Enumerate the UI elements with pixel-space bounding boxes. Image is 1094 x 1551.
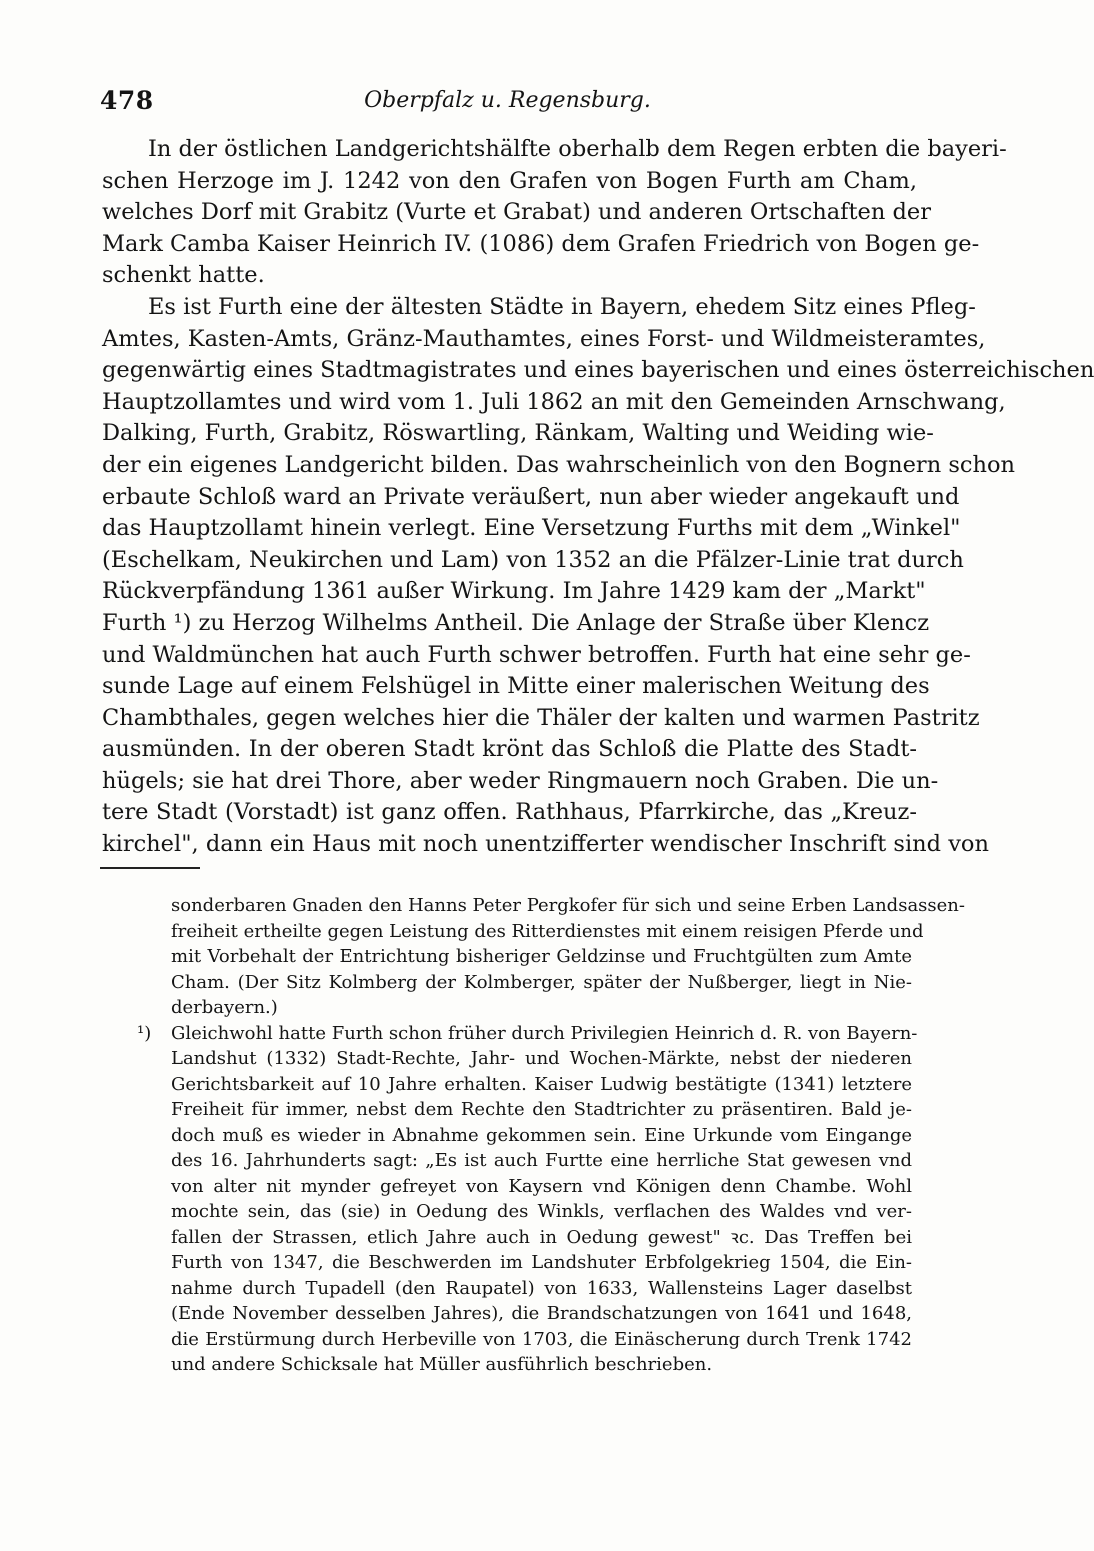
body-line: kirchel", dann ein Haus mit noch unentzifferter wendischer Inschrift sind von <box>102 831 989 858</box>
footnote-line: des 16. Jahrhunderts sagt: „Es ist auch Furtte eine herrliche Stat gewesen vnd <box>171 1150 912 1171</box>
footnote-divider <box>100 867 200 869</box>
footnote-line: mochte sein, das (sie) in Oedung des Winkls, verflachen des Waldes vnd ver- <box>171 1201 912 1222</box>
page-number: 478 <box>100 86 154 115</box>
body-line: und Waldmünchen hat auch Furth schwer betroffen. Furth hat eine sehr ge- <box>102 641 971 668</box>
footnote-continuation <box>137 893 965 1021</box>
footnote-line: fallen der Strassen, etlich Jahre auch in Oedung gewest" ꝛc. Das Treffen bei <box>171 1226 912 1248</box>
footnote-line: die Erstürmung durch Herbeville von 1703, die Einäscherung durch Trenk 1742 <box>171 1328 912 1350</box>
footnote-line: (Ende November desselben Jahres), die Brandschatzungen von 1641 und 1648, <box>171 1303 912 1324</box>
body-line: sunde Lage auf einem Felshügel in Mitte einer malerischen Weitung des <box>102 673 930 700</box>
running-head: Oberpfalz u. Regensburg. <box>364 88 651 113</box>
footnote-first-line <box>137 1021 918 1047</box>
body-line: welches Dorf mit Grabitz (Vurte et Grabat) und anderen Ortschaften der <box>102 199 931 226</box>
footnote-line: Cham. (Der Sitz Kolmberg der Kolmberger, später der Nußberger, liegt in Nie- <box>171 971 912 993</box>
body-line: Amtes, Kasten-Amts, Gränz-Mauthamtes, eines Forst- und Wildmeisteramtes, <box>102 325 986 352</box>
body-line: Furth ¹) zu Herzog Wilhelms Antheil. Die Anlage der Straße über Klencz <box>102 609 930 636</box>
footnotes <box>137 893 965 1378</box>
footnote-line: Freiheit für immer, nebst dem Rechte den Stadtrichter zu präsentiren. Bald je- <box>171 1099 912 1120</box>
footnote-line: doch muß es wieder in Abnahme gekommen sein. Eine Urkunde vom Eingange <box>171 1124 912 1146</box>
body-line: schen Herzoge im J. 1242 von den Grafen von Bogen Furth am Cham, <box>102 167 917 194</box>
footnote-line: Furth von 1347, die Beschwerden im Landshuter Erbfolgekrieg 1504, die Ein- <box>171 1252 912 1273</box>
footnote-line-text: Gleichwohl hatte Furth schon früher durch Privilegien Heinrich d. R. von Bayern- <box>171 1022 918 1044</box>
body-line: Dalking, Furth, Grabitz, Röswartling, Ränkam, Walting und Weiding wie- <box>102 420 934 447</box>
body-line: der ein eigenes Landgericht bilden. Das wahrscheinlich von den Bognern schon <box>102 451 1016 478</box>
body-line: In der östlichen Landgerichtshälfte oberhalb dem Regen erbten die bayeri- <box>148 136 1007 162</box>
body-line: (Eschelkam, Neukirchen und Lam) von 1352 an die Pfälzer-Linie trat durch <box>102 546 964 573</box>
footnote-line: freiheit ertheilte gegen Leistung des Ritterdienstes mit einem reisigen Pferde und <box>171 920 924 942</box>
body-line: gegenwärtig eines Stadtmagistrates und eines bayerischen und eines österreichischen <box>102 357 1094 384</box>
footnote-line: derbayern.) <box>171 997 278 1018</box>
body-line: Rückverpfändung 1361 außer Wirkung. Im Jahre 1429 kam der „Markt" <box>102 578 926 605</box>
body-line: erbaute Schloß ward an Private veräußert, nun aber wieder angekauft und <box>102 483 960 510</box>
body-line: Hauptzollamtes und wird vom 1. Juli 1862 an mit den Gemeinden Arnschwang, <box>102 388 1006 415</box>
body-line: Es ist Furth eine der ältesten Städte in Bayern, ehedem Sitz eines Pfleg- <box>148 293 976 320</box>
page-header <box>100 86 915 120</box>
footnote-line: Landshut (1332) Stadt-Rechte, Jahr- und Wochen-Märkte, nebst der niederen <box>171 1048 912 1069</box>
body-line: hügels; sie hat drei Thore, aber weder Ringmauern noch Graben. Die un- <box>102 767 939 794</box>
footnote-line: von alter nit mynder gefreyet von Kaysern vnd Königen denn Chambe. Wohl <box>171 1175 912 1197</box>
body-line: ausmünden. In der oberen Stadt krönt das Schloß die Platte des Stadt- <box>102 736 917 763</box>
footnote-line: mit Vorbehalt der Entrichtung bisheriger Geldzinse und Fruchtgülten zum Amte <box>171 946 912 967</box>
footnote-line: und andere Schicksale hat Müller ausführlich beschrieben. <box>171 1354 713 1375</box>
footnote-1 <box>137 1021 918 1378</box>
main-text <box>102 134 1094 861</box>
body-line: schenkt hatte. <box>102 262 265 289</box>
body-line: Chambthales, gegen welches hier die Thäler der kalten und warmen Pastritz <box>102 704 980 731</box>
body-line: tere Stadt (Vorstadt) ist ganz offen. Rathhaus, Pfarrkirche, das „Kreuz- <box>102 799 917 826</box>
body-line: das Hauptzollamt hinein verlegt. Eine Versetzung Furths mit dem „Winkel" <box>102 515 961 542</box>
footnote-line: nahme durch Tupadell (den Raupatel) von 1633, Wallensteins Lager daselbst <box>171 1277 912 1299</box>
body-line: Mark Camba Kaiser Heinrich IV. (1086) dem Grafen Friedrich von Bogen ge- <box>102 230 980 257</box>
footnote-line: Gerichtsbarkeit auf 10 Jahre erhalten. Kaiser Ludwig bestätigte (1341) letztere <box>171 1073 912 1095</box>
footnote-line: sonderbaren Gnaden den Hanns Peter Pergkofer für sich und seine Erben Landsassen- <box>171 895 965 916</box>
footnote-marker: ¹) <box>137 1022 152 1044</box>
